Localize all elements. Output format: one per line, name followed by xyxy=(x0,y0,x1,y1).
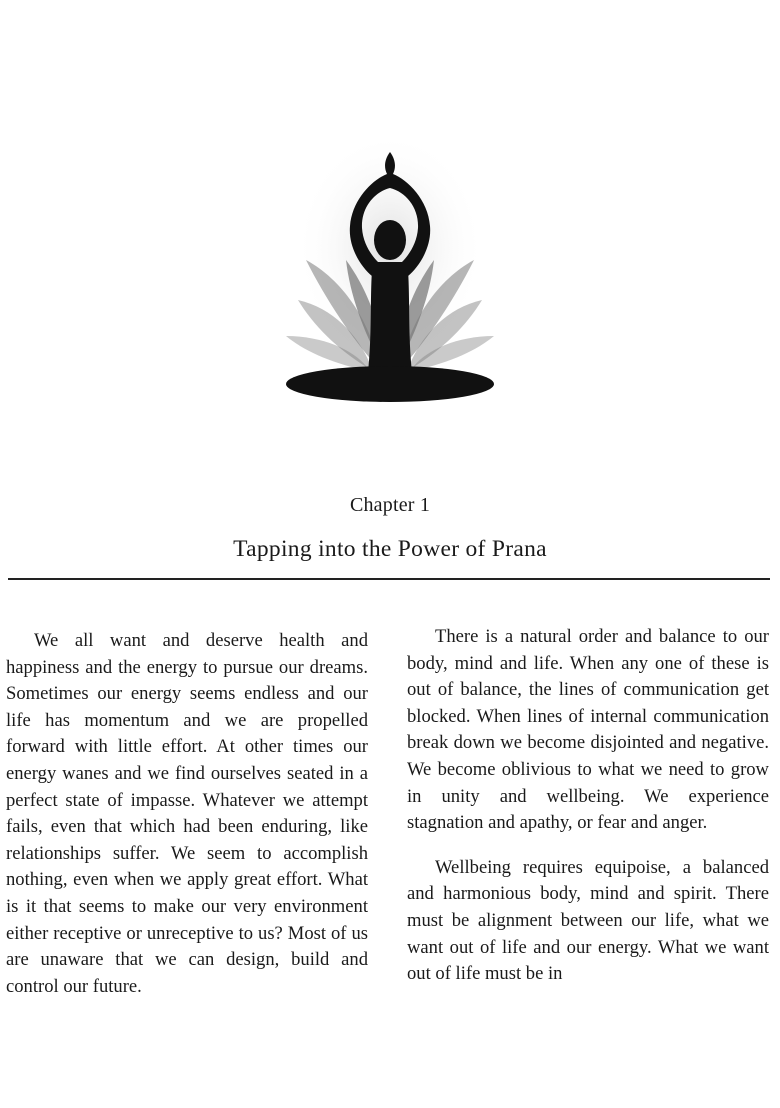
paragraph: Wellbeing requires equipoise, a balanced and harmonious body, mind and spirit. There must be alignment between our life, what we want out of life and our energy. What we want out of life must be in xyxy=(407,856,769,985)
left-column xyxy=(6,628,368,1000)
right-column xyxy=(407,624,769,988)
paragraph: There is a natural order and balance to our body, mind and life. When any one of these is out of balance, the lines of communication get blocked. When lines of internal communication break down we become disjointed and negative. We become oblivious to what we need to grow in unity and wellbeing. We experience stagnation and apathy, or fear and anger. xyxy=(407,626,769,834)
paragraph: We all want and deserve health and happiness and the energy to pursue our dreams. Sometimes our energy seems endless and our life has momentum and we are propelled forward with little effort. At other times our energy wanes and we find ourselves seated in a perfect state of impasse. Whatever we attempt fails, even that which had been enduring, like relationships suffer. We seem to accomplish nothing, even when we apply great effort. What is it that seems to make our very environment either receptive or unreceptive to us? Most of us are unaware that we can design, build and control our future. xyxy=(6,630,368,997)
title-divider xyxy=(8,578,770,580)
meditating-figure-lotus-icon xyxy=(258,140,522,410)
chapter-number: Chapter 1 xyxy=(349,494,431,516)
chapter-title: Tapping into the Power of Prana xyxy=(233,536,547,562)
